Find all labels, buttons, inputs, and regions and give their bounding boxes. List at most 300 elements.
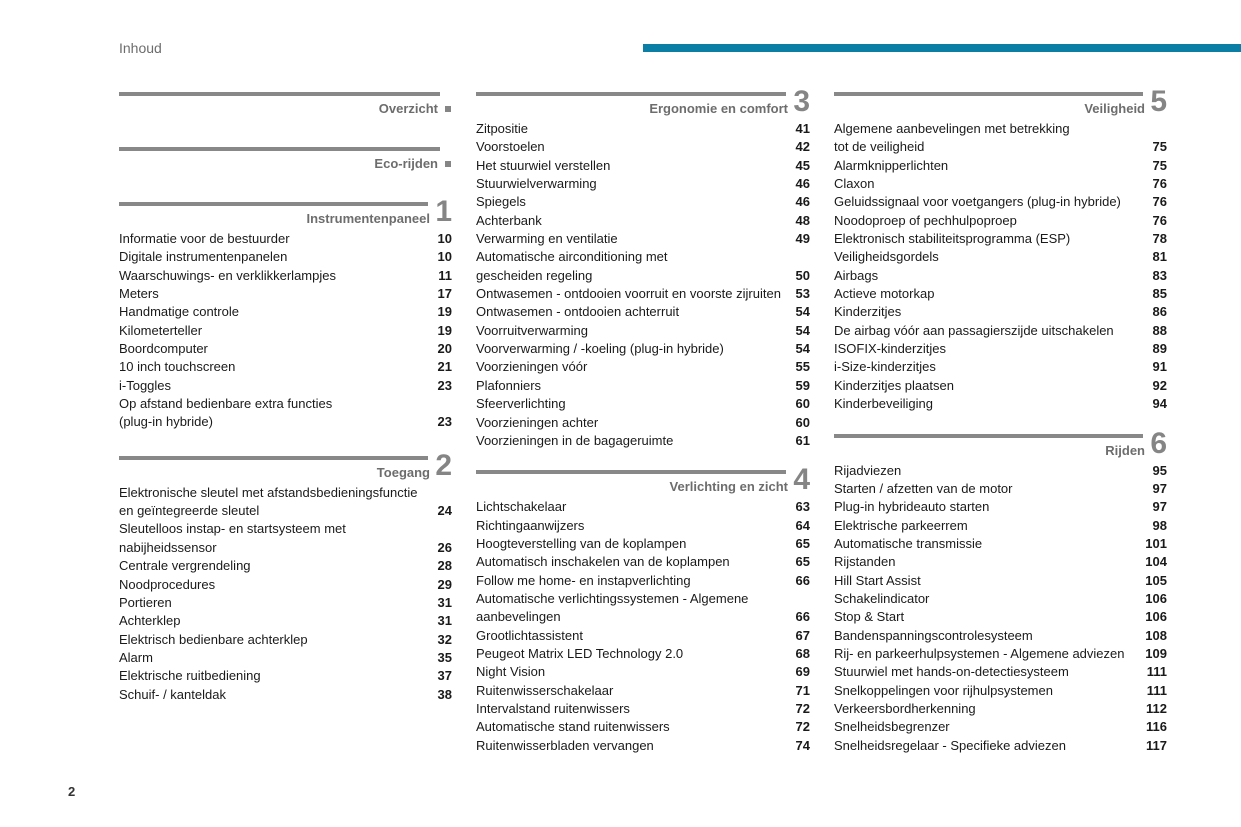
toc-entry-label: Follow me home- en instapverlichting (476, 572, 691, 588)
toc-entry-label: Voorruitverwarming (476, 322, 588, 338)
toc-column-1 (119, 92, 452, 704)
toc-entry-page: 83 (1152, 267, 1167, 283)
toc-entry-label: Boordcomputer (119, 341, 208, 357)
toc-entry-label: Voorverwarming / -koeling (plug-in hybride) (476, 341, 724, 357)
toc-entry-label: Achterbank (476, 212, 542, 228)
toc-entry-page: 19 (437, 322, 452, 338)
toc-entry[interactable] (476, 230, 810, 248)
toc-entry-label: tot de veiligheid (834, 139, 925, 155)
toc-entry[interactable] (476, 663, 810, 681)
toc-entry-page: 65 (795, 535, 810, 551)
toc-entry[interactable] (834, 285, 1167, 303)
toc-entry-label: Spiegels (476, 194, 526, 210)
toc-entry-label: Automatische verlichtingssystemen - Algemene (476, 590, 749, 606)
toc-entry-page: 65 (795, 554, 810, 570)
toc-entry-page: 75 (1152, 157, 1167, 173)
toc-entry[interactable] (119, 413, 452, 431)
toc-entry-page: 104 (1145, 554, 1167, 570)
toc-entry-list (834, 120, 1167, 414)
toc-entry-label: Noodoproep of pechhulpoproep (834, 212, 1017, 228)
toc-entry[interactable] (476, 395, 810, 413)
toc-entry-page: 21 (437, 359, 452, 375)
toc-entry[interactable] (476, 590, 810, 608)
toc-entry-label: Ruitenwisserbladen vervangen (476, 737, 654, 753)
toc-entry[interactable] (834, 590, 1167, 608)
toc-entry-label: Centrale vergrendeling (119, 558, 251, 574)
toc-entry-label: Snelheidsbegrenzer (834, 719, 950, 735)
toc-entry-page: 116 (1146, 719, 1167, 735)
toc-entry[interactable] (834, 462, 1167, 480)
toc-entry-list (476, 120, 810, 450)
toc-entry-page: 108 (1145, 627, 1167, 643)
toc-entry[interactable] (119, 395, 452, 413)
section-title[interactable]: Overzicht (378, 101, 438, 116)
toc-entry[interactable] (834, 608, 1167, 626)
toc-entry-label: Actieve motorkap (834, 286, 935, 302)
toc-entry-page: 112 (1146, 700, 1167, 716)
toc-entry-page: 92 (1152, 377, 1167, 393)
toc-entry[interactable] (834, 267, 1167, 285)
toc-entry[interactable] (834, 193, 1167, 211)
section-rule (476, 92, 786, 96)
toc-entry-page: 76 (1152, 194, 1167, 210)
section-title[interactable]: Ergonomie en comfort (649, 101, 788, 116)
toc-entry[interactable] (834, 358, 1167, 376)
toc-entry-page: 49 (795, 231, 810, 247)
toc-entry[interactable] (119, 649, 452, 667)
toc-entry-page: 97 (1152, 480, 1167, 496)
toc-entry[interactable] (476, 498, 810, 516)
toc-entry-label: Meters (119, 286, 159, 302)
toc-entry-label: Automatisch inschakelen van de koplampen (476, 554, 730, 570)
toc-entry-page: 117 (1146, 737, 1167, 753)
toc-entry-page: 35 (437, 649, 452, 665)
toc-entry[interactable] (476, 248, 810, 266)
toc-section (476, 85, 810, 450)
section-rule (834, 92, 1143, 96)
toc-entry[interactable] (834, 138, 1167, 156)
toc-entry-label: Automatische airconditioning met (476, 249, 668, 265)
toc-entry-page: 91 (1152, 359, 1167, 375)
toc-entry[interactable] (476, 645, 810, 663)
toc-section (119, 448, 452, 704)
toc-entry-page: 10 (437, 231, 452, 246)
section-title[interactable]: Veiligheid (1084, 101, 1145, 116)
toc-entry[interactable] (476, 120, 810, 138)
toc-entry[interactable] (119, 612, 452, 630)
toc-entry[interactable] (119, 594, 452, 612)
toc-entry[interactable] (476, 627, 810, 645)
toc-entry-page: 32 (437, 631, 452, 647)
toc-entry-label: Voorzieningen vóór (476, 359, 588, 375)
toc-entry[interactable] (476, 212, 810, 230)
toc-entry-label: aanbevelingen (476, 609, 561, 625)
toc-entry-page: 24 (437, 503, 452, 519)
toc-entry-label: Automatische transmissie (834, 535, 983, 551)
toc-entry[interactable] (476, 157, 810, 175)
header-accent-bar (643, 44, 1241, 52)
toc-section (119, 147, 452, 175)
toc-entry-label: Automatische stand ruitenwissers (476, 719, 670, 735)
toc-entry-label: Elektrisch bedienbare achterklep (119, 631, 308, 647)
toc-entry[interactable] (834, 517, 1167, 535)
section-number: 6 (1150, 426, 1167, 460)
toc-entry[interactable] (119, 631, 452, 649)
toc-entry-label: Hill Start Assist (834, 572, 921, 588)
toc-entry[interactable] (834, 395, 1167, 413)
toc-entry[interactable] (834, 340, 1167, 358)
toc-entry-page: 75 (1152, 139, 1167, 155)
toc-entry-label: Stuurwiel met hands-on-detectiesysteem (834, 664, 1069, 680)
section-rule (119, 456, 428, 460)
toc-entry-page: 42 (795, 139, 810, 155)
toc-entry-label: Op afstand bedienbare extra functies (119, 396, 333, 412)
section-header (834, 85, 1167, 120)
toc-entry[interactable] (834, 230, 1167, 248)
toc-entry[interactable] (476, 340, 810, 358)
toc-entry-label: Elektronisch stabiliteitsprogramma (ESP) (834, 231, 1071, 247)
toc-entry-label: Intervalstand ruitenwissers (476, 700, 630, 716)
toc-entry-list (119, 484, 452, 704)
toc-entry-label: Richtingaanwijzers (476, 517, 585, 533)
toc-entry[interactable] (834, 157, 1167, 175)
toc-entry[interactable] (476, 322, 810, 340)
toc-entry-label: Airbags (834, 267, 879, 283)
toc-entry[interactable] (476, 572, 810, 590)
toc-entry[interactable] (834, 627, 1167, 645)
toc-entry-page: 19 (437, 304, 452, 320)
toc-entry-page: 72 (795, 719, 810, 735)
toc-entry-page: 111 (1146, 664, 1167, 680)
toc-entry-page: 85 (1152, 286, 1167, 302)
toc-entry[interactable] (834, 480, 1167, 498)
toc-entry-page: 20 (437, 341, 452, 357)
toc-entry-label: (plug-in hybride) (119, 414, 213, 430)
toc-entry-page: 72 (795, 700, 810, 716)
toc-entry-label: Elektrische ruitbediening (119, 668, 261, 684)
toc-entry-label: Starten / afzetten van de motor (834, 480, 1013, 496)
toc-entry-label: Rijstanden (834, 554, 896, 570)
toc-entry[interactable] (476, 377, 810, 395)
toc-entry-label: Ontwasemen - ontdooien voorruit en voorste zijruiten (476, 286, 781, 302)
toc-entry-label: Sfeerverlichting (476, 396, 566, 412)
toc-entry[interactable] (476, 193, 810, 211)
toc-entry-label: Verwarming en ventilatie (476, 231, 618, 247)
toc-entry[interactable] (119, 340, 452, 358)
section-title[interactable]: Instrumentenpaneel (306, 211, 430, 226)
toc-entry[interactable] (119, 248, 452, 266)
toc-entry[interactable] (476, 608, 810, 626)
toc-entry[interactable] (834, 572, 1167, 590)
toc-entry-page: 98 (1152, 517, 1167, 533)
toc-entry-page: 50 (795, 267, 810, 283)
toc-entry-page: 95 (1152, 462, 1167, 478)
toc-entry[interactable] (834, 303, 1167, 321)
toc-entry-page: 55 (795, 359, 810, 375)
toc-entry-page: 89 (1152, 341, 1167, 357)
toc-entry-label: Voorzieningen achter (476, 414, 599, 430)
toc-entry-label: Handmatige controle (119, 304, 239, 320)
toc-entry[interactable] (834, 663, 1167, 681)
toc-entry-page: 26 (437, 539, 452, 555)
toc-entry-page: 94 (1152, 396, 1167, 412)
toc-entry-page: 71 (795, 682, 810, 698)
toc-entry-page: 74 (795, 737, 810, 753)
toc-entry[interactable] (119, 686, 452, 704)
toc-entry-label: Het stuurwiel verstellen (476, 157, 611, 173)
toc-column-3 (834, 85, 1167, 755)
toc-entry[interactable] (119, 557, 452, 575)
toc-entry[interactable] (834, 248, 1167, 266)
section-title[interactable]: Rijden (1105, 442, 1145, 458)
toc-entry-label: Rijadviezen (834, 462, 902, 478)
toc-entry-page: 68 (795, 645, 810, 661)
toc-entry[interactable] (834, 212, 1167, 230)
toc-entry-label: Voorstoelen (476, 139, 545, 155)
toc-entry-page: 10 (437, 249, 452, 265)
toc-entry[interactable] (119, 322, 452, 340)
toc-section (834, 85, 1167, 414)
toc-entry-label: De airbag vóór aan passagierszijde uitschakelen (834, 322, 1114, 338)
toc-entry[interactable] (834, 322, 1167, 340)
toc-entry-page: 69 (795, 664, 810, 680)
toc-entry-label: Zitpositie (476, 121, 529, 136)
section-number: 2 (435, 448, 452, 482)
toc-entry[interactable] (834, 700, 1167, 718)
toc-entry-page: 23 (437, 377, 452, 393)
section-header (119, 147, 452, 175)
toc-entry-label: Rij- en parkeerhulpsystemen - Algemene adviezen (834, 645, 1125, 661)
toc-entry[interactable] (476, 175, 810, 193)
toc-entry-page: 54 (795, 341, 810, 357)
toc-entry-list (119, 230, 452, 432)
section-title[interactable]: Toegang (376, 464, 430, 480)
toc-entry-page: 23 (437, 414, 452, 430)
toc-entry-label: Alarm (119, 649, 153, 665)
toc-entry-page: 64 (795, 517, 810, 533)
toc-entry[interactable] (476, 358, 810, 376)
toc-entry-page: 17 (437, 286, 452, 302)
toc-entry-page: 66 (795, 572, 810, 588)
toc-entry-label: Sleutelloos instap- en startsysteem met (119, 521, 346, 537)
toc-entry[interactable] (119, 303, 452, 321)
section-title[interactable]: Eco-rijden (374, 156, 438, 171)
section-rule (119, 92, 440, 96)
toc-entry-page: 78 (1152, 231, 1167, 247)
toc-entry-page: 31 (437, 613, 452, 629)
toc-entry-page: 109 (1145, 645, 1167, 661)
toc-entry[interactable] (119, 502, 452, 520)
toc-entry-label: Kinderzitjes plaatsen (834, 377, 954, 393)
toc-entry-label: Plug-in hybrideauto starten (834, 499, 990, 515)
toc-entry-page: 88 (1152, 322, 1167, 338)
toc-entry-page: 29 (437, 576, 452, 592)
toc-entry-label: Snelheidsregelaar - Specifieke adviezen (834, 737, 1066, 753)
toc-column-2 (476, 85, 810, 755)
toc-entry[interactable] (119, 539, 452, 557)
toc-entry[interactable] (834, 682, 1167, 700)
toc-entry-label: Stuurwielverwarming (476, 176, 597, 192)
toc-entry-label: Kinderzitjes (834, 304, 902, 320)
toc-entry-label: i-Size-kinderzitjes (834, 359, 936, 375)
toc-entry-page: 81 (1152, 249, 1167, 265)
toc-entry-label: Noodprocedures (119, 576, 216, 592)
toc-entry-label: en geïntegreerde sleutel (119, 503, 260, 519)
toc-entry-page: 105 (1145, 572, 1167, 588)
toc-entry-page: 48 (795, 212, 810, 228)
toc-section (119, 92, 452, 120)
section-title[interactable]: Verlichting en zicht (669, 479, 788, 495)
section-number: 4 (793, 463, 810, 497)
toc-entry[interactable] (476, 718, 810, 736)
toc-entry[interactable] (119, 667, 452, 685)
section-header (119, 195, 452, 230)
toc-entry-label: Achterklep (119, 613, 181, 629)
section-header (834, 426, 1167, 462)
toc-entry[interactable] (476, 267, 810, 285)
toc-entry-label: Claxon (834, 176, 875, 192)
toc-entry-page: 106 (1145, 609, 1167, 625)
toc-section (834, 426, 1167, 756)
toc-entry-label: Veiligheidsgordels (834, 249, 939, 265)
toc-entry[interactable] (476, 414, 810, 432)
toc-entry-page: 111 (1146, 682, 1167, 698)
toc-entry-page: 59 (795, 377, 810, 393)
toc-entry-page: 46 (795, 176, 810, 192)
page-number: 2 (68, 784, 76, 799)
toc-entry-page: 28 (437, 558, 452, 574)
toc-entry[interactable] (476, 517, 810, 535)
toc-entry[interactable] (476, 303, 810, 321)
toc-entry[interactable] (119, 484, 452, 502)
toc-entry[interactable] (834, 120, 1167, 138)
toc-entry-page: 63 (795, 499, 810, 515)
toc-entry-label: Waarschuwings- en verklikkerlampjes (119, 267, 336, 283)
toc-entry-label: Plafonniers (476, 377, 542, 393)
toc-entry-label: Voorzieningen in de bagageruimte (476, 432, 674, 448)
toc-entry-page: 53 (795, 286, 810, 302)
toc-entry[interactable] (119, 285, 452, 303)
toc-entry-label: gescheiden regeling (476, 267, 593, 283)
toc-entry[interactable] (834, 377, 1167, 395)
toc-entry[interactable] (834, 645, 1167, 663)
toc-entry-label: Schuif- / kanteldak (119, 686, 226, 702)
toc-entry[interactable] (119, 377, 452, 395)
toc-entry[interactable] (476, 553, 810, 571)
section-square-marker (445, 161, 451, 167)
toc-entry-label: Alarmknipperlichten (834, 157, 949, 173)
toc-entry-page: 45 (795, 157, 810, 173)
toc-entry-label: Stop & Start (834, 609, 905, 625)
toc-entry-page: 37 (437, 668, 452, 684)
toc-entry-page: 54 (795, 322, 810, 338)
toc-entry[interactable] (119, 358, 452, 376)
toc-entry[interactable] (834, 737, 1167, 755)
toc-entry[interactable] (476, 285, 810, 303)
section-header (476, 463, 810, 498)
toc-entry-label: Snelkoppelingen voor rijhulpsystemen (834, 682, 1053, 698)
section-number: 5 (1150, 85, 1167, 118)
section-number: 1 (435, 195, 452, 228)
toc-entry-label: Lichtschakelaar (476, 499, 567, 515)
toc-entry-label: Geluidssignaal voor voetgangers (plug-in hybride) (834, 194, 1121, 210)
toc-entry-label: Night Vision (476, 664, 546, 680)
section-header (119, 92, 452, 120)
section-square-marker (445, 106, 451, 112)
toc-section (119, 195, 452, 432)
toc-entry-page: 46 (795, 194, 810, 210)
toc-entry-label: Hoogteverstelling van de koplampen (476, 535, 687, 551)
toc-entry-label: Verkeersbordherkenning (834, 700, 976, 716)
toc-entry-label: Digitale instrumentenpanelen (119, 249, 288, 265)
toc-entry-page: 31 (437, 594, 452, 610)
toc-entry-label: Ruitenwisserschakelaar (476, 682, 614, 698)
toc-entry[interactable] (834, 175, 1167, 193)
toc-entry[interactable] (476, 737, 810, 755)
toc-entry-label: 10 inch touchscreen (119, 359, 236, 375)
section-rule (119, 202, 428, 206)
toc-entry-page: 66 (795, 609, 810, 625)
toc-entry-label: ISOFIX-kinderzitjes (834, 341, 946, 357)
toc-entry-page: 101 (1145, 535, 1167, 551)
section-rule (119, 147, 440, 151)
toc-entry-page: 60 (795, 414, 810, 430)
toc-entry-list (834, 462, 1167, 756)
toc-entry-label: nabijheidssensor (119, 539, 217, 555)
toc-entry[interactable] (119, 230, 452, 248)
toc-entry-page: 54 (795, 304, 810, 320)
toc-entry-label: Portieren (119, 594, 172, 610)
toc-entry[interactable] (834, 718, 1167, 736)
toc-entry-page: 86 (1152, 304, 1167, 320)
toc-entry[interactable] (119, 576, 452, 594)
toc-entry-label: Kinderbeveiliging (834, 396, 934, 412)
toc-entry-label: i-Toggles (119, 377, 172, 393)
toc-entry-page: 67 (795, 627, 810, 643)
toc-entry[interactable] (476, 138, 810, 156)
toc-entry[interactable] (476, 535, 810, 553)
toc-entry-page: 11 (438, 267, 452, 283)
toc-entry-page: 106 (1145, 590, 1167, 606)
toc-entry-label: Bandenspanningscontrolesysteem (834, 627, 1033, 643)
toc-entry-page: 60 (795, 396, 810, 412)
toc-entry[interactable] (476, 432, 810, 450)
section-header (476, 85, 810, 120)
toc-entry[interactable] (119, 267, 452, 285)
toc-entry[interactable] (834, 498, 1167, 516)
toc-entry[interactable] (476, 682, 810, 700)
toc-entry-label: Elektrische parkeerrem (834, 517, 968, 533)
toc-entry[interactable] (476, 700, 810, 718)
toc-entry-page: 97 (1152, 499, 1167, 515)
section-rule (834, 434, 1143, 438)
toc-entry-page: 41 (795, 121, 810, 136)
toc-entry-page: 76 (1152, 176, 1167, 192)
toc-entry-label: Ontwasemen - ontdooien achterruit (476, 304, 680, 320)
toc-entry-page: 61 (795, 432, 810, 448)
toc-entry-label: Peugeot Matrix LED Technology 2.0 (476, 645, 684, 661)
toc-entry-label: Kilometerteller (119, 322, 203, 338)
toc-entry-label: Grootlichtassistent (476, 627, 583, 643)
toc-entry[interactable] (834, 535, 1167, 553)
section-header (119, 448, 452, 484)
toc-entry[interactable] (834, 553, 1167, 571)
toc-entry-label: Algemene aanbevelingen met betrekking (834, 121, 1070, 136)
toc-entry-page: 38 (437, 686, 452, 702)
toc-entry-page: 76 (1152, 212, 1167, 228)
toc-entry-label: Schakelindicator (834, 590, 930, 606)
toc-entry[interactable] (119, 520, 452, 538)
